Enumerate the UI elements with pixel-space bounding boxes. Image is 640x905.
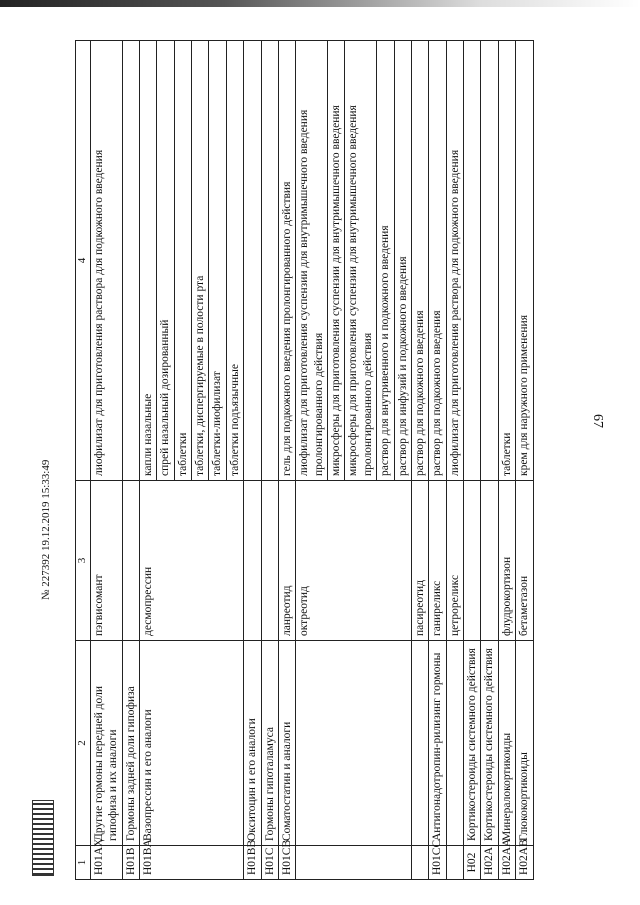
- table-row: [261, 41, 278, 880]
- rotated-page: [75, 40, 575, 880]
- drug-table: [75, 40, 534, 880]
- atc-code-cell: H02AA: [498, 846, 515, 880]
- atc-code-cell: H02AB: [516, 846, 533, 880]
- atc-code-cell: H01BB: [244, 846, 261, 880]
- column-header: 2: [76, 641, 91, 846]
- dosage-form-cell: капли назальные: [139, 41, 156, 481]
- dosage-form-cell: гель для подкожного введения пролонгированного действия: [278, 41, 295, 481]
- atc-code-cell: H01B: [122, 846, 139, 880]
- atc-code-cell: H01BA: [139, 846, 243, 880]
- dosage-form-cell: раствор для подкожного введения: [429, 41, 446, 481]
- dosage-form-cell: спрей назальный дозированный: [157, 41, 174, 481]
- dosage-form-cell: раствор для инфузий и подкожного введения: [394, 41, 411, 481]
- group-name-cell: [446, 641, 463, 846]
- table-row: [278, 41, 295, 880]
- atc-code-cell: [411, 846, 428, 880]
- column-header: 3: [76, 481, 91, 641]
- table-row: [429, 41, 446, 880]
- atc-code-cell: H01C: [261, 846, 278, 880]
- atc-code-cell: H01AX: [90, 846, 122, 880]
- group-name-cell: Соматостатин и аналоги: [278, 641, 295, 846]
- dosage-form-cell: [261, 41, 278, 481]
- dosage-form-cell: [122, 41, 139, 481]
- table-row: [122, 41, 139, 880]
- table-header-row: [76, 41, 91, 880]
- dosage-form-cell: микросферы для приготовления суспензии для внутримышечного введения пролонгированного действия: [345, 41, 377, 481]
- dosage-form-cell: лиофилизат для приготовления раствора для подкожного введения: [90, 41, 122, 481]
- table-row: [139, 41, 156, 880]
- group-name-cell: Гормоны гипоталамуса: [261, 641, 278, 846]
- group-name-cell: Глюкокортикоиды: [516, 641, 533, 846]
- column-header: 1: [76, 846, 91, 880]
- drug-name-cell: ланреотид: [278, 481, 295, 641]
- drug-name-cell: пасиреотид: [411, 481, 428, 641]
- table-row: [90, 41, 122, 880]
- drug-name-cell: ганиреликс: [429, 481, 446, 641]
- drug-name-cell: бетаметазон: [516, 481, 533, 641]
- dosage-form-cell: таблетки-лиофилизат: [209, 41, 226, 481]
- dosage-form-cell: [244, 41, 261, 481]
- table-row: [411, 41, 428, 880]
- table-row: [446, 41, 463, 880]
- dosage-form-cell: таблетки подъязычные: [226, 41, 243, 481]
- drug-name-cell: пэгвисомант: [90, 481, 122, 641]
- dosage-form-cell: таблетки: [498, 41, 515, 481]
- table-row: [296, 41, 328, 880]
- group-name-cell: Кортикостероиды системного действия: [464, 641, 481, 846]
- drug-name-cell: [244, 481, 261, 641]
- group-name-cell: Антигонадотропин-рилизинг гормоны: [429, 641, 446, 846]
- table-row: [481, 41, 498, 880]
- drug-name-cell: десмопрессин: [139, 481, 243, 641]
- drug-name-cell: [261, 481, 278, 641]
- table-row: [498, 41, 515, 880]
- atc-code-cell: H02: [464, 846, 481, 880]
- dosage-form-cell: лиофилизат для приготовления раствора для подкожного введения: [446, 41, 463, 481]
- atc-code-cell: H01CB: [278, 846, 295, 880]
- document-stamp: № 227392 19.12.2019 15:33:49: [40, 459, 52, 600]
- table-row: [516, 41, 533, 880]
- atc-code-cell: H02A: [481, 846, 498, 880]
- atc-code-cell: [296, 846, 412, 880]
- group-name-cell: Вазопрессин и его аналоги: [139, 641, 243, 846]
- table-body: [90, 41, 533, 880]
- dosage-form-cell: раствор для внутривенного и подкожного введения: [377, 41, 394, 481]
- drug-name-cell: [464, 481, 481, 641]
- group-name-cell: Другие гормоны передней доли гипофиза и их аналоги: [90, 641, 122, 846]
- group-name-cell: Гормоны задней доли гипофиза: [122, 641, 139, 846]
- group-name-cell: Кортикостероиды системного действия: [481, 641, 498, 846]
- page-number: 67: [590, 414, 605, 428]
- logo-icon: [32, 800, 54, 876]
- table-row: [244, 41, 261, 880]
- drug-name-cell: [481, 481, 498, 641]
- dosage-form-cell: таблетки, диспергируемые в полости рта: [192, 41, 209, 481]
- dosage-form-cell: крем для наружного применения: [516, 41, 533, 481]
- atc-code-cell: H01CC: [429, 846, 446, 880]
- group-name-cell: Окситоцин и его аналоги: [244, 641, 261, 846]
- group-name-cell: [296, 641, 412, 846]
- column-header: 4: [76, 41, 91, 481]
- scan-edge: [0, 0, 640, 7]
- dosage-form-cell: микросферы для приготовления суспензии для внутримышечного введения: [328, 41, 345, 481]
- dosage-form-cell: таблетки: [174, 41, 191, 481]
- group-name-cell: Минералокортикоиды: [498, 641, 515, 846]
- dosage-form-cell: [464, 41, 481, 481]
- drug-name-cell: [122, 481, 139, 641]
- group-name-cell: [411, 641, 428, 846]
- atc-code-cell: [446, 846, 463, 880]
- dosage-form-cell: лиофилизат для приготовления суспензии для внутримышечного введения пролонгированного действия: [296, 41, 328, 481]
- drug-name-cell: флудрокортизон: [498, 481, 515, 641]
- drug-name-cell: октреотид: [296, 481, 412, 641]
- dosage-form-cell: [481, 41, 498, 481]
- drug-name-cell: цетрореликс: [446, 481, 463, 641]
- table-row: [464, 41, 481, 880]
- dosage-form-cell: раствор для подкожного введения: [411, 41, 428, 481]
